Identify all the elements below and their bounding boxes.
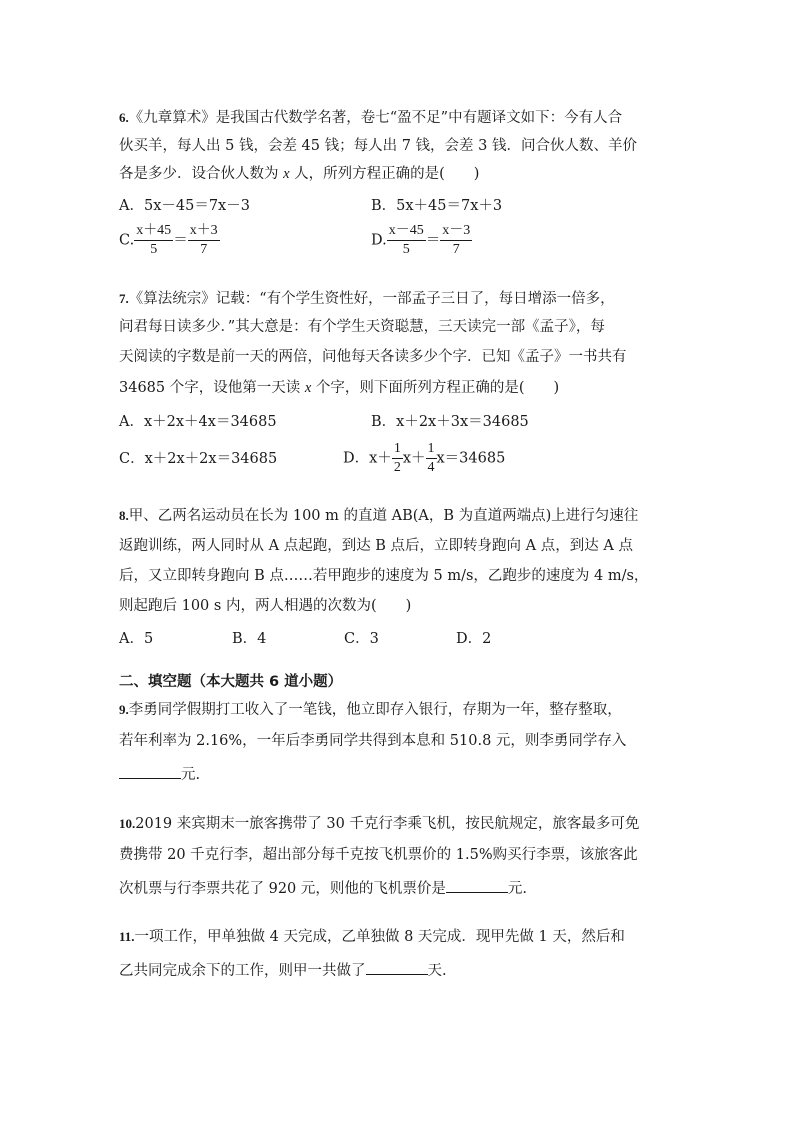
q6-d-fraction-left: $\frac{x-45}{5}$: [388, 223, 424, 257]
section-fill-in-heading: 二、填空题（本大题共 6 道小题）: [119, 674, 343, 690]
q11-line1: 11.一项工作，甲单独做 4 天完成，乙单独做 8 天完成．现甲先做 1 天，然后和: [119, 929, 625, 945]
q6-c-fraction-right: $\frac{x+3}{7}$: [189, 223, 218, 257]
q9-line3: 元.: [119, 762, 679, 785]
q10-number: 10.: [119, 816, 136, 831]
q7-option-a[interactable]: A．x＋2x＋4x＝34685: [119, 414, 277, 430]
q6-line1: 6.《九章算术》是我国古代数学名著，卷七“盈不足”中有题译文如下：今有人合: [119, 110, 623, 126]
q7-line1: 7.《算法统宗》记载：“有个学生资性好，一部孟子三日了，每日增添一倍多，: [119, 291, 615, 307]
q10-line1: 10.2019 来宾期末一旅客携带了 30 千克行李乘飞机，按民航规定，旅客最多可免: [119, 816, 640, 832]
q7-option-c[interactable]: C．x＋2x＋2x＝34685: [119, 451, 278, 467]
q8-line4: 则起跑后 100 s 内，两人相遇的次数为( ): [119, 598, 412, 614]
q11-number: 11.: [119, 929, 135, 944]
q7-option-b[interactable]: B．x＋2x＋3x＝34685: [371, 414, 529, 430]
q11-answer-blank[interactable]: [366, 958, 428, 975]
q9-answer-blank[interactable]: [119, 762, 181, 779]
q7-d-fraction-quarter: $\frac{1}{4}$: [427, 441, 435, 475]
q7-line4: 34685 个字，设他第一天读 x 个字，则下面所列方程正确的是( ): [119, 380, 560, 396]
q8-option-a[interactable]: A．5: [119, 631, 154, 647]
q6-option-a[interactable]: A．5x－45＝7x－3: [119, 198, 250, 214]
q7-number: 7.: [119, 291, 129, 306]
q9-line2: 若年利率为 2.16%，一年后李勇同学共得到本息和 510.8 元，则李勇同学存入: [119, 733, 627, 749]
q6-line2: 伙买羊，每人出 5 钱，会差 45 钱；每人出 7 钱，会差 3 钱．问合伙人数、羊价: [119, 138, 637, 154]
q8-line3: 后，又立即转身跑向 B 点……若甲跑步的速度为 5 m/s，乙跑步的速度为 4 m/s，: [119, 568, 649, 584]
q8-option-c[interactable]: C．3: [344, 631, 379, 647]
q11-line2: 乙共同完成余下的工作，则甲一共做了 天.: [119, 958, 679, 981]
q10-line2: 费携带 20 千克行李，超出部分每千克按飞机票价的 1.5%购买行李票，该旅客此: [119, 847, 638, 863]
q6-c-fraction-left: $\frac{x+45}{5}$: [136, 223, 172, 257]
q9-number: 9.: [119, 702, 129, 717]
q8-option-b[interactable]: B．4: [232, 631, 267, 647]
q7-line2: 问君每日读多少．”其大意是：有个学生天资聪慧，三天读完一部《孟子》，每: [119, 319, 605, 335]
q6-line3: 各是多少．设合伙人数为 x 人，所列方程正确的是( ): [119, 166, 480, 182]
q7-d-fraction-half: $\frac{1}{2}$: [393, 441, 401, 475]
q6-d-fraction-right: $\frac{x-3}{7}$: [442, 223, 471, 257]
q8-line2: 返跑训练，两人同时从 A 点起跑，到达 B 点后，立即转身跑向 A 点，到达 A 点: [119, 538, 633, 554]
q10-answer-blank[interactable]: [446, 876, 508, 893]
q7-option-d[interactable]: D．x＋ $\frac{1}{2}$ x＋ $\frac{1}{4}$ x＝34685: [343, 441, 506, 475]
q8-line1: 8.甲、乙两名运动员在长为 100 m 的直道 AB(A，B 为直道两端点)上进行匀速往: [119, 508, 639, 524]
q6-option-d[interactable]: D. $\frac{x-45}{5}$ ＝ $\frac{x-3}{7}$: [371, 223, 471, 257]
q6-number: 6.: [119, 110, 129, 125]
q8-option-d[interactable]: D．2: [456, 631, 492, 647]
q9-line1: 9.李勇同学假期打工收入了一笔钱，他立即存入银行，存期为一年，整存整取，: [119, 702, 622, 718]
q10-line3: 次机票与行李票共花了 920 元，则他的飞机票价是 元.: [119, 876, 679, 899]
q8-number: 8.: [119, 508, 129, 523]
q6-option-c[interactable]: C. $\frac{x+45}{5}$ ＝ $\frac{x+3}{7}$: [119, 223, 218, 257]
q6-option-b[interactable]: B．5x＋45＝7x＋3: [371, 198, 503, 214]
q7-line3: 天阅读的字数是前一天的两倍，问他每天各读多少个字．已知《孟子》一书共有: [119, 349, 627, 365]
